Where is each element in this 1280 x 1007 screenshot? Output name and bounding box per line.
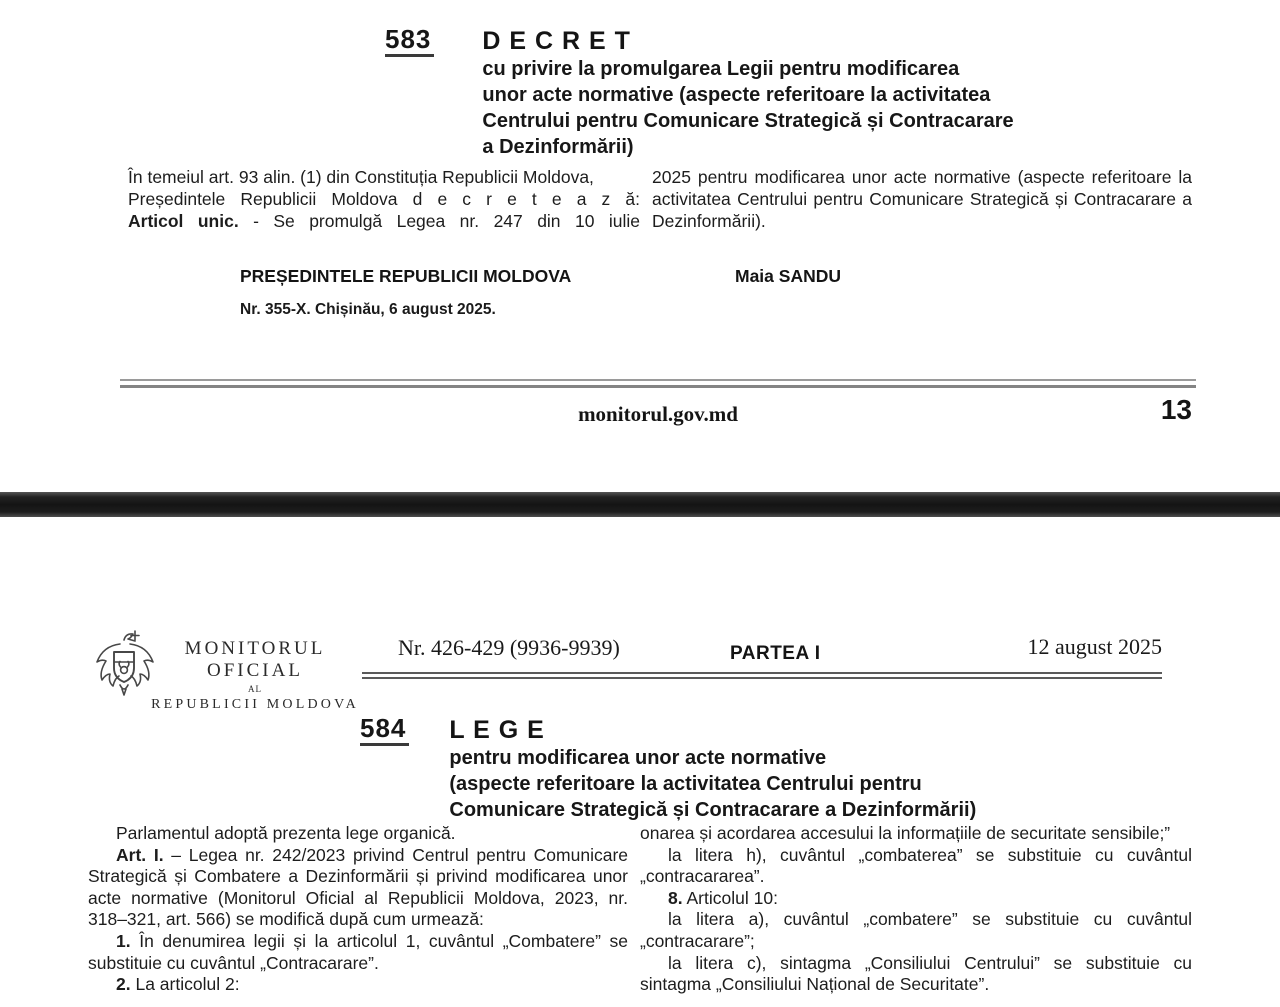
footer-rule [120,379,1196,388]
paragraph-text: Parlamentul adoptă prezenta lege organică. [116,823,456,843]
masthead-al: AL [248,684,262,694]
law-title-line: Comunicare Strategică și Contracarare a Dezinformării) [449,799,977,821]
paragraph [640,888,1192,910]
decree-titles [482,26,1013,160]
paragraph [100,188,640,210]
decree-number: 583 [385,26,434,57]
paragraph [640,845,1192,888]
decree-reference: Nr. 355-X. Chișinău, 6 august 2025. [240,301,496,318]
law-number: 584 [360,715,409,746]
paragraph [640,953,1192,996]
paragraph-lead: 8. [668,887,683,908]
paragraph-text: la litera c), sintagma „Consiliului Centrului” se substituie cu sintagma „Consiliului Național de Securitate”. [640,952,1192,995]
law-body-left-column [88,823,628,996]
paragraph-lead: 2. [116,974,131,995]
decree-title-line: Centrului pentru Comunicare Strategică și Contracarare [482,110,1014,132]
paragraph-text: Președintele Republicii Moldova d e c r e t e a z ă: [128,189,640,210]
paragraph-text: La articolul 2: [130,974,240,995]
paragraph-text: 2025 pentru modificarea unor acte normative (aspecte referitoare la activitatea Centrului pentru Comunicare Strategică și Contracarare a Dezinformării). [652,167,1192,232]
header-rule [362,672,1162,679]
page-14 [0,517,1280,1007]
paragraph-text: la litera a), cuvântul „combatere” se substituie cu cuvântul „contracarare”; [640,909,1192,951]
decree-body-right-column [652,166,1192,233]
signature-name: Maia SANDU [735,266,841,286]
footer-page-number: 13 [1160,394,1192,425]
paragraph-text: - Se promulgă Legea nr. 247 din 10 iulie [238,211,640,232]
law-type-label: L E G E [449,716,545,744]
law-body-right-column [640,823,1192,996]
paragraph [640,909,1192,952]
paragraph [88,931,628,974]
signature-title: PREȘEDINTELE REPUBLICII MOLDOVA [240,266,572,286]
masthead-title: MONITORUL OFICIAL [184,638,326,681]
paragraph [88,974,628,996]
issue-number: Nr. 426-429 (9936-9939) [398,635,620,660]
masthead-subtitle: REPUBLICII MOLDOVA [151,697,359,712]
decree-type-label: D E C R E T [482,27,631,55]
page-13 [0,0,1280,492]
paragraph [88,823,628,845]
page-separator-bar [0,492,1280,517]
law-title-line: (aspecte referitoare la activitatea Centrului pentru [449,773,922,795]
law-title-line: pentru modificarea unor acte normative [449,747,827,769]
paragraph-text: la litera h), cuvântul „combaterea” se substituie cu cuvântul „contracararea”. [640,844,1192,887]
part-label: PARTEA I [730,643,821,664]
paragraph-text: În denumirea legii și la articolul 1, cuvântul „Combatere” se substituie cu cuvântul „Contracarare”. [88,930,628,973]
masthead [143,638,367,713]
paragraph-text: În temeiul art. 93 alin. (1) din Constituția Republicii Moldova, [128,167,594,187]
paragraph-lead: Articol unic. [128,211,239,232]
decree-heading [385,26,1014,160]
paragraph-lead: 1. [116,930,131,951]
decree-title-line: cu privire la promulgarea Legii pentru modificarea [482,58,960,80]
paragraph [100,210,640,232]
law-titles [449,715,976,823]
decree-title-line: a Dezinformării) [482,136,634,158]
law-body [88,823,1192,996]
paragraph [100,166,640,188]
paragraph [88,845,628,931]
paragraph [640,823,1192,845]
paragraph-text: onarea și acordarea accesului la informațiile de securitate sensibile;” [640,823,1171,843]
decree-body-left-column [100,166,640,233]
decree-title-line: unor acte normative (aspecte referitoare la activitatea [482,84,991,106]
law-heading [360,715,976,823]
paragraph-lead: Art. I. [116,844,164,865]
paragraph-text: Articolul 10: [682,887,778,908]
paragraph-text: – Legea nr. 242/2023 privind Centrul pentru Comunicare Strategică și Combatere a Dezinformării și privind modificarea unor acte normative (Monitorul Oficial al Republicii Moldova, 2023, nr. 318–321, art. 566) se modifică după cum urmează: [88,844,628,930]
footer-site-url: monitorul.gov.md [578,402,738,426]
paragraph [652,166,1192,233]
decree-body [100,166,1192,233]
issue-date: 12 august 2025 [1027,634,1162,659]
